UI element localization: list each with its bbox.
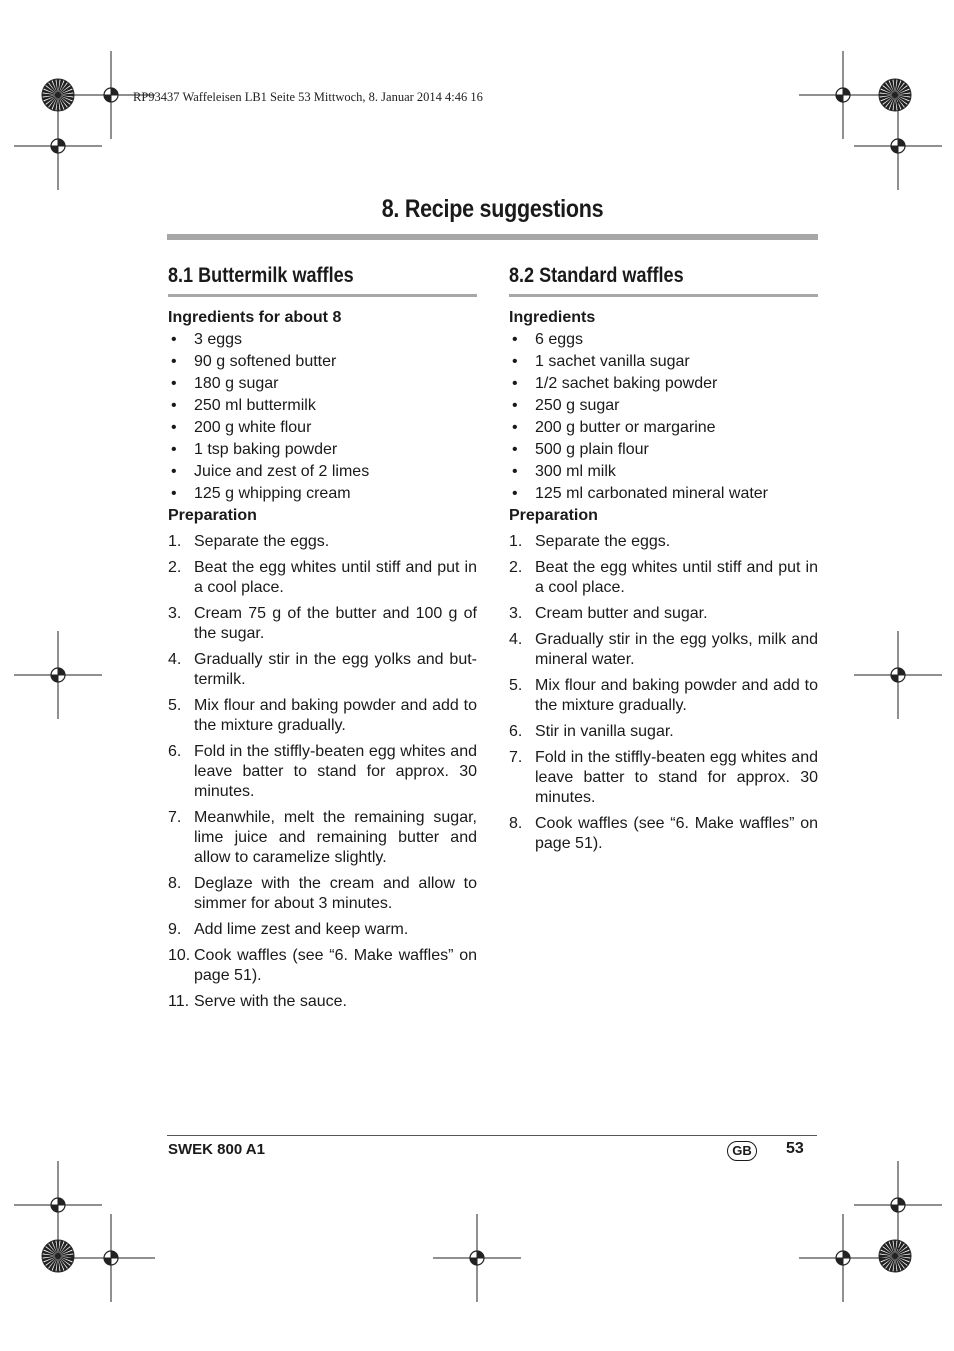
step-text: Deglaze with the cream and allow to simmer for about 3 minutes.: [194, 875, 477, 912]
step-number: 5.: [509, 677, 523, 694]
step-item: [509, 814, 818, 854]
ingredient-item: • 200 g butter or margarine: [509, 417, 818, 439]
footer-rule: [167, 1135, 817, 1136]
step-text: Stir in vanilla sugar.: [535, 723, 674, 740]
step-number: 5.: [168, 697, 182, 714]
step-number: 8.: [509, 815, 523, 832]
print-header: RP93437 Waffeleisen LB1 Seite 53 Mittwoch, 8. Januar 2014 4:46 16: [133, 90, 483, 104]
ingredient-item: • 200 g white flour: [168, 417, 477, 439]
step-item: [168, 946, 477, 986]
step-text: Cook waffles (see “6. Make waffles” on page 51).: [194, 947, 477, 984]
section-heading: 8.2 Standard waffles: [509, 264, 684, 287]
section-rule: [509, 294, 818, 297]
section-standard-waffles: [509, 258, 818, 860]
step-text: Gradually stir in the egg yolks and but-termilk.: [194, 651, 477, 688]
step-item: [168, 742, 477, 802]
step-number: 6.: [509, 723, 523, 740]
step-item: [168, 532, 477, 552]
ingredient-item: • 125 ml carbonated mineral water: [509, 483, 818, 505]
step-text: Cream 75 g of the butter and 100 g of the sugar.: [194, 605, 477, 642]
section-rule: [168, 294, 477, 297]
ingredient-item: • 1 tsp baking powder: [168, 439, 477, 461]
ingredient-item: • 500 g plain flour: [509, 439, 818, 461]
ingredient-item: • 250 ml buttermilk: [168, 395, 477, 417]
ingredient-item: • 1 sachet vanilla sugar: [509, 351, 818, 373]
step-item: [168, 696, 477, 736]
footer-model: SWEK 800 A1: [168, 1141, 265, 1158]
preparation-steps: [168, 532, 477, 1012]
ingredient-item: • 6 eggs: [509, 329, 818, 351]
step-item: [509, 722, 818, 742]
step-number: 2.: [509, 559, 523, 576]
step-number: 11.: [168, 993, 190, 1010]
step-text: Gradually stir in the egg yolks, milk and mineral water.: [535, 631, 818, 668]
step-item: [509, 532, 818, 552]
ingredient-item: • 250 g sugar: [509, 395, 818, 417]
ingredient-item: • 90 g softened butter: [168, 351, 477, 373]
step-text: Meanwhile, melt the remaining sugar, lime juice and remaining butter and allow to caramelize slightly.: [194, 809, 477, 866]
step-text: Mix flour and baking powder and add to the mixture gradually.: [194, 697, 477, 734]
step-number: 9.: [168, 921, 182, 938]
step-text: Beat the egg whites until stiff and put in a cool place.: [194, 559, 477, 596]
step-item: [509, 676, 818, 716]
ingredients-list: [509, 329, 818, 505]
step-item: [168, 874, 477, 914]
step-number: 6.: [168, 743, 182, 760]
step-text: Separate the eggs.: [194, 533, 330, 550]
ingredients-label: Ingredients for about 8: [168, 309, 342, 326]
step-item: [509, 748, 818, 808]
step-number: 7.: [168, 809, 182, 826]
section-heading: 8.1 Buttermilk waffles: [168, 264, 354, 287]
ingredients-list: [168, 329, 477, 505]
page-number: 53: [786, 1140, 804, 1157]
step-text: Cook waffles (see “6. Make waffles” on page 51).: [535, 815, 818, 852]
step-item: [509, 558, 818, 598]
ingredients-label: Ingredients: [509, 309, 596, 326]
step-number: 2.: [168, 559, 182, 576]
step-number: 3.: [168, 605, 182, 622]
ingredient-item: • 125 g whipping cream: [168, 483, 477, 505]
preparation-label: Preparation: [509, 507, 598, 524]
step-number: 7.: [509, 749, 523, 766]
preparation-label: Preparation: [168, 507, 257, 524]
step-text: Beat the egg whites until stiff and put in a cool place.: [535, 559, 818, 596]
ingredient-item: • 180 g sugar: [168, 373, 477, 395]
page-title: 8. Recipe suggestions: [381, 195, 604, 223]
step-text: Mix flour and baking powder and add to the mixture gradually.: [535, 677, 818, 714]
step-item: [168, 992, 477, 1012]
step-item: [168, 920, 477, 940]
step-text: Separate the eggs.: [535, 533, 671, 550]
step-item: [509, 630, 818, 670]
step-number: 1.: [509, 533, 523, 550]
language-badge: GB: [727, 1141, 757, 1161]
ingredient-item: • 1/2 sachet baking powder: [509, 373, 818, 395]
ingredient-item: • Juice and zest of 2 limes: [168, 461, 477, 483]
step-text: Fold in the stiffly-beaten egg whites and leave batter to stand for approx. 30 minutes.: [194, 743, 477, 800]
step-number: 4.: [509, 631, 523, 648]
title-rule: [167, 234, 818, 240]
step-number: 8.: [168, 875, 182, 892]
step-text: Cream butter and sugar.: [535, 605, 708, 622]
step-number: 4.: [168, 651, 182, 668]
step-text: Serve with the sauce.: [194, 993, 347, 1010]
ingredient-item: • 3 eggs: [168, 329, 477, 351]
step-number: 1.: [168, 533, 182, 550]
ingredient-item: • 300 ml milk: [509, 461, 818, 483]
step-item: [168, 650, 477, 690]
step-number: 3.: [509, 605, 523, 622]
step-item: [509, 604, 818, 624]
step-text: Fold in the stiffly-beaten egg whites and leave batter to stand for approx. 30 minutes.: [535, 749, 818, 806]
preparation-steps: [509, 532, 818, 854]
section-buttermilk-waffles: [168, 258, 477, 1018]
step-text: Add lime zest and keep warm.: [194, 921, 409, 938]
step-item: [168, 558, 477, 598]
step-item: [168, 808, 477, 868]
step-number: 10.: [168, 947, 191, 964]
step-item: [168, 604, 477, 644]
